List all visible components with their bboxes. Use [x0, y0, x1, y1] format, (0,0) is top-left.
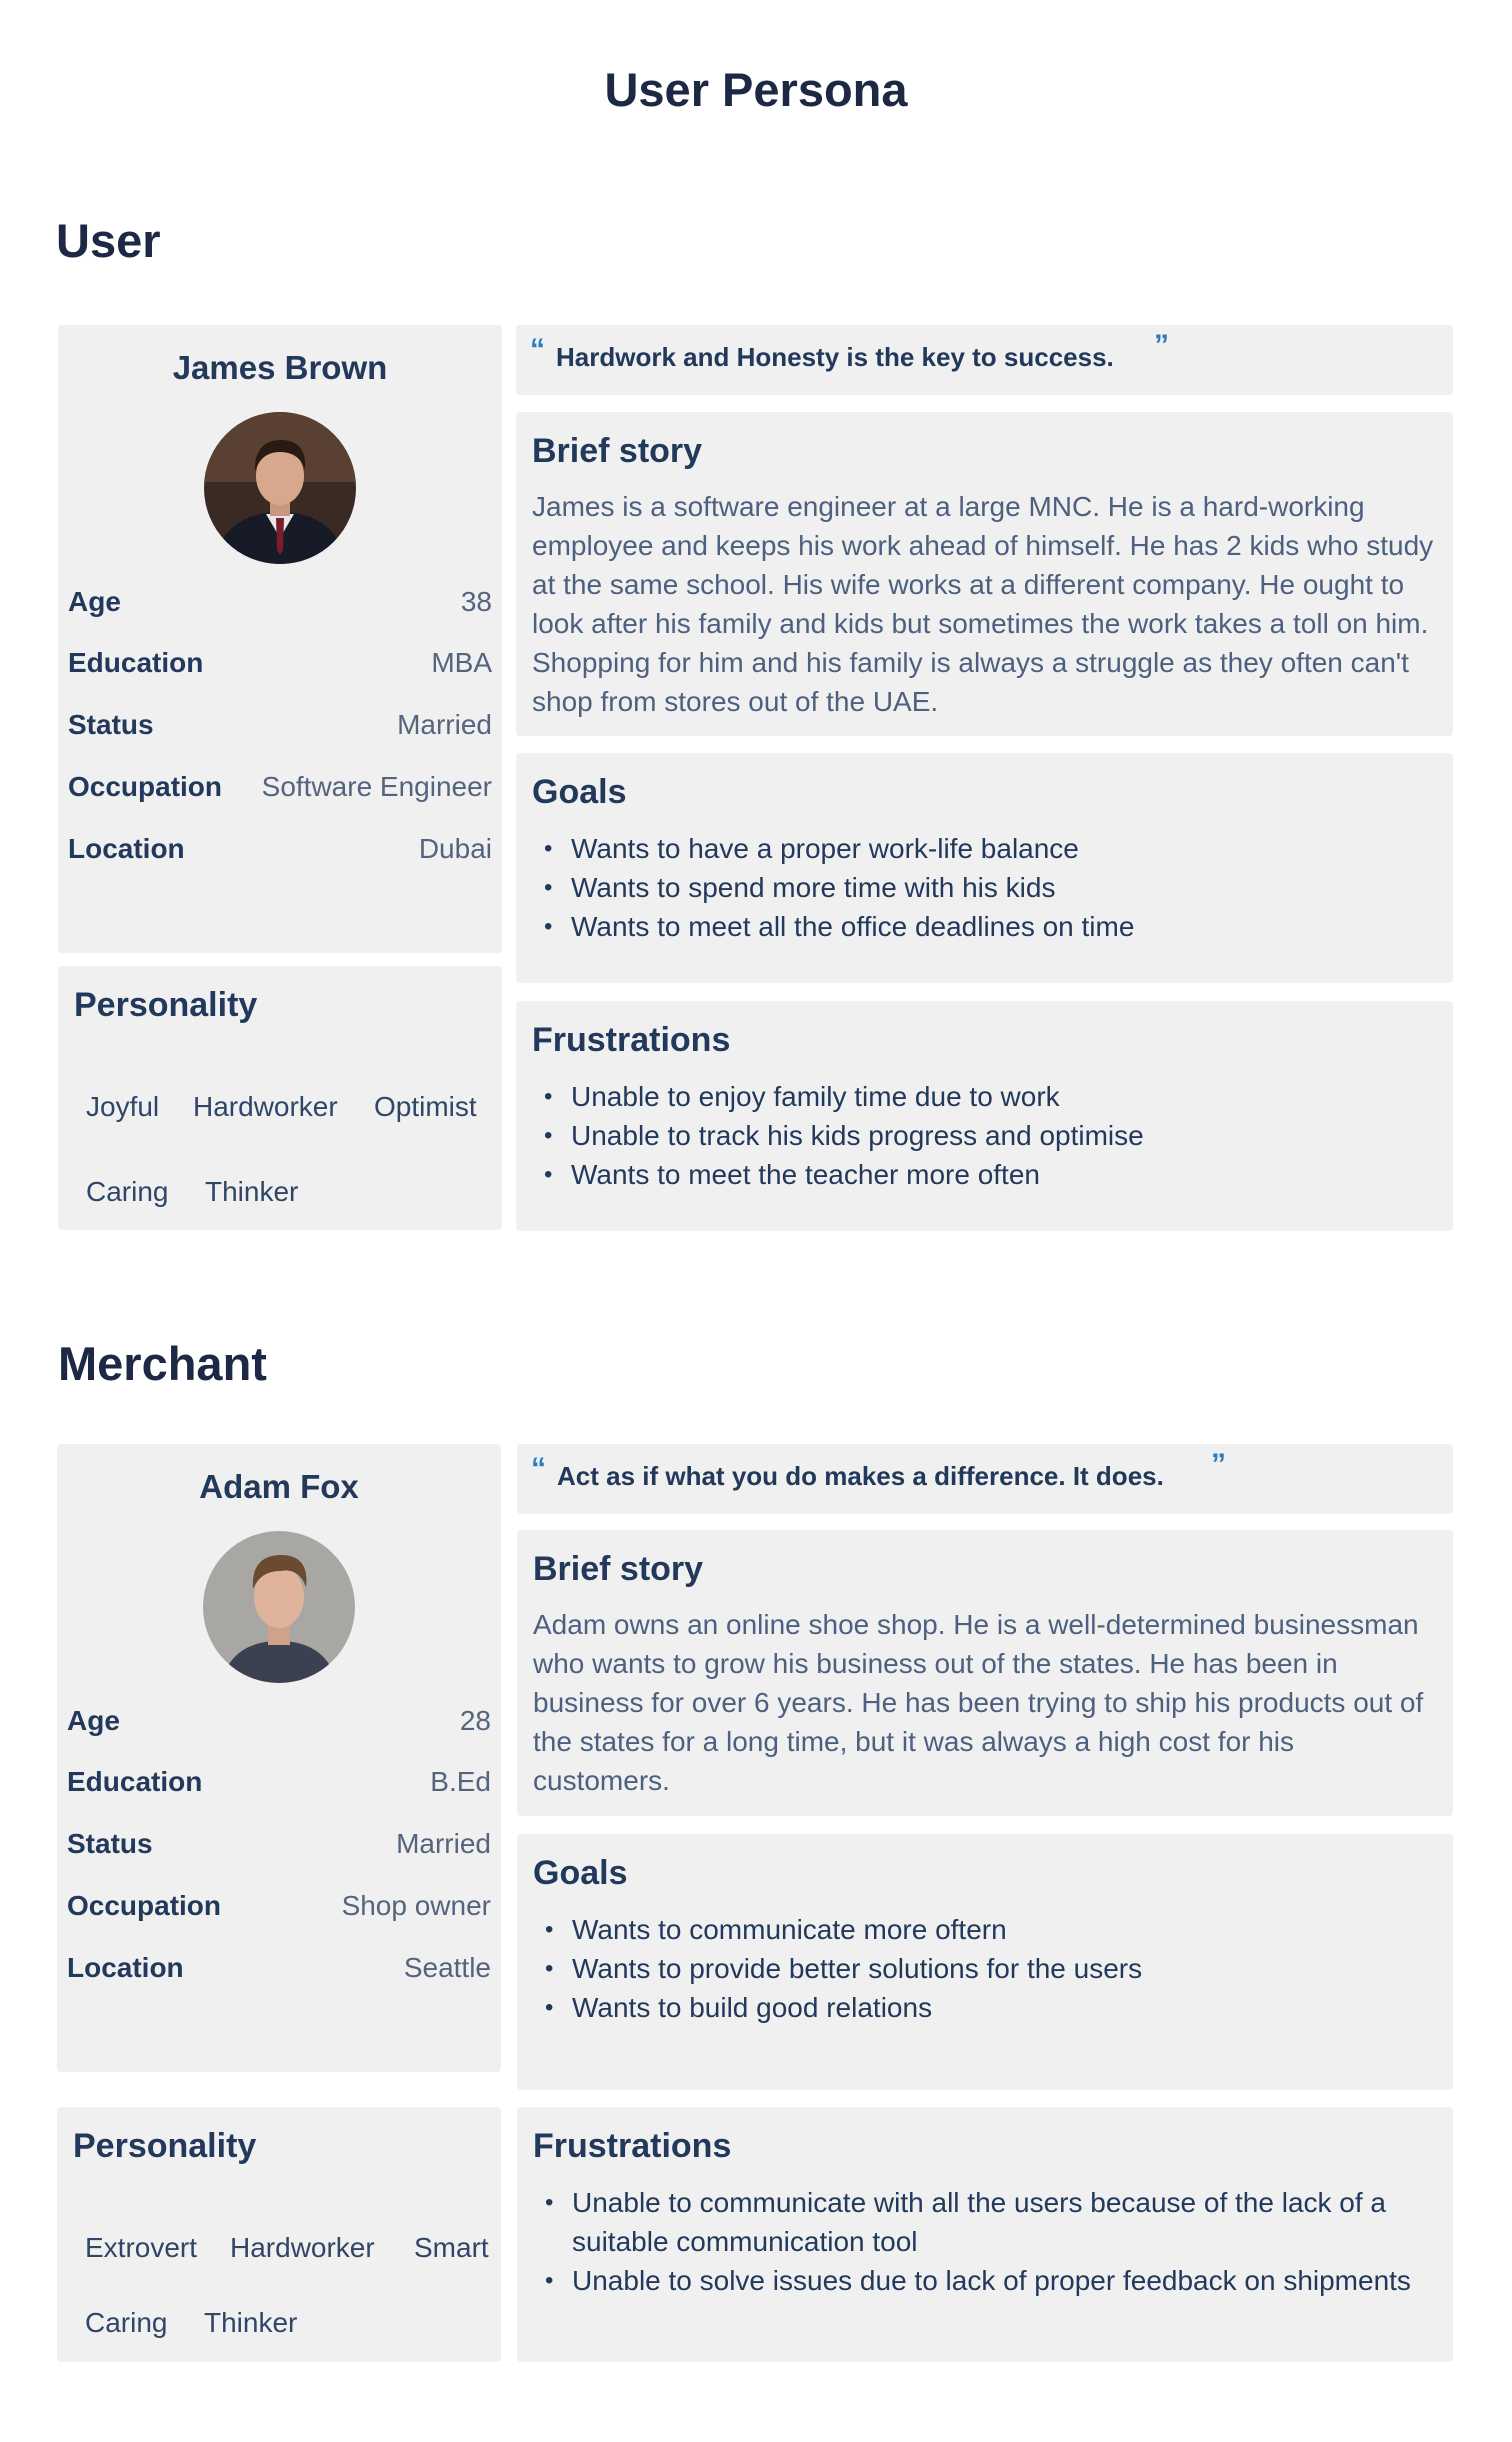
attribute-occupation [68, 767, 492, 807]
story-text: James is a software engineer at a large MNC. He is a hard-working employee and keeps his work ahead of himself. He has 2 kids who study at the same school. His wife works at a different company. He ought to look after his family and kids but sometimes the work takes a toll on him. Shopping for him and his family is always a struggle as they often can't shop from stores out of the UAE. [532, 491, 1434, 717]
merchant-quote-card [517, 1444, 1453, 1514]
user-frustrations-card [516, 1001, 1453, 1231]
list-item: • Unable to communicate with all the users because of the lack of a suitable communication tool [533, 2183, 1437, 2261]
personality-trait: Extrovert [85, 2232, 198, 2263]
merchant-frustrations-card [517, 2107, 1453, 2362]
attribute-label: Age [68, 586, 121, 617]
goals-list [532, 829, 1437, 946]
list-item: • Wants to meet the teacher more often [532, 1155, 1437, 1194]
user-goals-card [516, 753, 1453, 983]
attribute-label: Occupation [67, 1890, 222, 1921]
merchant-profile-card [57, 1444, 501, 2072]
list-item: • Unable to track his kids progress and optimise [532, 1116, 1437, 1155]
close-quote-icon: ” [1211, 1448, 1226, 1481]
user-personality-card [58, 966, 502, 1230]
attribute-label: Status [67, 1828, 153, 1859]
attribute-status [67, 1824, 491, 1864]
personality-trait: Joyful [86, 1091, 160, 1122]
attribute-status [68, 705, 492, 745]
avatar-photo-icon [203, 1531, 355, 1683]
avatar [203, 1531, 355, 1683]
attribute-label: Status [68, 709, 154, 740]
attribute-age [68, 582, 492, 622]
goals-list [533, 1910, 1437, 2027]
personality-trait: Smart [414, 2232, 489, 2263]
avatar [204, 412, 356, 564]
list-item: • Unable to solve issues due to lack of proper feedback on shipments [533, 2261, 1437, 2300]
merchant-story-card [517, 1530, 1453, 1816]
close-quote-icon: ” [1154, 329, 1169, 362]
personality-trait: Caring [85, 2307, 168, 2338]
attribute-value: B.Ed [430, 1766, 491, 1797]
attribute-value: Shop owner [341, 1890, 491, 1921]
attribute-label: Education [67, 1766, 203, 1797]
attribute-location [68, 829, 492, 869]
attribute-education [68, 643, 492, 683]
attribute-value: Married [396, 1828, 491, 1859]
attribute-location [67, 1948, 491, 1988]
attribute-value: Dubai [418, 833, 492, 864]
frustrations-list [532, 1077, 1437, 1194]
merchant-goals-card [517, 1834, 1453, 2090]
user-story-card [516, 412, 1453, 736]
personality-trait: Hardworker [193, 1091, 338, 1122]
attribute-education [67, 1762, 491, 1802]
list-item: • Wants to spend more time with his kids [532, 868, 1437, 907]
list-item: • Wants to have a proper work-life balance [532, 829, 1437, 868]
profile-name: James Brown [172, 349, 388, 386]
page-title: User Persona [604, 63, 908, 116]
attribute-value: MBA [431, 647, 492, 678]
section-title-merchant: Merchant [58, 1337, 267, 1390]
personality-trait: Optimist [374, 1091, 477, 1122]
personality-trait: Thinker [204, 2307, 298, 2338]
attribute-label: Age [67, 1705, 120, 1736]
list-item: • Wants to meet all the office deadlines on time [532, 907, 1437, 946]
goals-title: Goals [532, 773, 627, 811]
profile-name: Adam Fox [199, 1468, 359, 1505]
list-item: • Unable to enjoy family time due to work [532, 1077, 1437, 1116]
attribute-label: Education [68, 647, 204, 678]
personality-trait: Hardworker [230, 2232, 375, 2263]
attribute-value: Married [397, 709, 492, 740]
personality-trait: Caring [86, 1176, 169, 1207]
attribute-value: 38 [460, 586, 492, 617]
attribute-occupation [67, 1886, 491, 1926]
personality-trait: Thinker [205, 1176, 299, 1207]
frustrations-title: Frustrations [532, 1021, 731, 1059]
quote-text: Act as if what you do makes a difference. It does. [557, 1461, 1164, 1491]
avatar-photo-icon [204, 412, 356, 564]
attribute-label: Occupation [68, 771, 223, 802]
list-item: • Wants to provide better solutions for the users [533, 1949, 1437, 1988]
open-quote-icon: “ [530, 333, 545, 366]
user-quote-card [516, 325, 1453, 395]
user-profile-card [58, 325, 502, 953]
frustrations-title: Frustrations [533, 2127, 732, 2165]
attribute-label: Location [67, 1952, 184, 1983]
story-title: Brief story [532, 432, 703, 470]
frustrations-list [533, 2183, 1437, 2300]
attribute-value: Software Engineer [261, 771, 492, 802]
attribute-age [67, 1701, 491, 1741]
list-item: • Wants to build good relations [533, 1988, 1437, 2027]
personality-title: Personality [74, 986, 258, 1024]
attribute-value: Seattle [403, 1952, 491, 1983]
list-item: • Wants to communicate more oftern [533, 1910, 1437, 1949]
story-title: Brief story [533, 1550, 704, 1588]
merchant-personality-card [57, 2107, 501, 2362]
story-text: Adam owns an online shoe shop. He is a well-determined businessman who wants to grow his business out of the states. He has been in business for over 6 years. He has been trying to ship his products out of the states for a long time, but it was always a high cost for his customers. [533, 1609, 1424, 1796]
personality-title: Personality [73, 2127, 257, 2165]
goals-title: Goals [533, 1854, 628, 1892]
attribute-value: 28 [459, 1705, 491, 1736]
attribute-label: Location [68, 833, 185, 864]
quote-text: Hardwork and Honesty is the key to success. [556, 342, 1114, 372]
section-title-user: User [56, 214, 161, 267]
open-quote-icon: “ [531, 1452, 546, 1485]
